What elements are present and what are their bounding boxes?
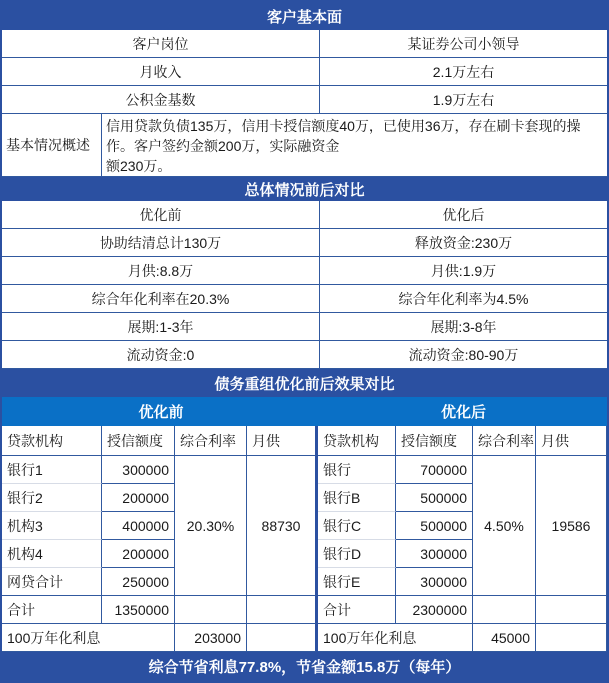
after-col-payment: 月供 <box>536 426 607 456</box>
after-row-name: 银行C <box>318 512 396 540</box>
after-row-amount: 300000 <box>396 540 473 568</box>
overall-row-3 <box>2 285 607 313</box>
before-row-amount: 200000 <box>102 540 175 568</box>
after-total-value: 2300000 <box>396 596 473 624</box>
after-row-name: 银行D <box>318 540 396 568</box>
overall-row-1 <box>2 229 607 257</box>
after-interest-value: 45000 <box>473 624 536 652</box>
after-col-credit: 授信额度 <box>396 426 473 456</box>
after-row-name: 银行 <box>318 456 396 484</box>
basic-row-position-value: 某证券公司小领导 <box>407 35 520 52</box>
basic-row-income <box>2 58 607 86</box>
basic-overview-line2: 额230万。 <box>106 158 172 174</box>
before-row-name: 机构3 <box>2 512 102 540</box>
before-col-credit: 授信额度 <box>102 426 175 456</box>
after-row-amount: 500000 <box>396 512 473 540</box>
after-total-rate-empty <box>473 596 536 624</box>
section-debt-header <box>2 369 607 397</box>
overall-after-monthly: 月供:1.9万 <box>430 262 497 279</box>
after-rate-merged: 4.50% <box>473 456 536 596</box>
section-overall-header <box>2 177 607 201</box>
overall-before-rate: 综合年化利率在20.3% <box>2 285 320 312</box>
debt-tables <box>2 426 607 652</box>
overall-before-monthly: 月供:8.8万 <box>2 257 320 284</box>
before-col-payment: 月供 <box>247 426 318 456</box>
basic-row-fund-label: 公积金基数 <box>2 86 320 113</box>
section-basic-title: 客户基本面 <box>266 8 342 26</box>
overall-after-liquid: 流动资金:80-90万 <box>408 346 519 363</box>
savings-summary-bar <box>2 652 607 681</box>
overall-row-4 <box>2 313 607 341</box>
before-row-name: 银行1 <box>2 456 102 484</box>
overall-after-rate: 综合年化利率为4.5% <box>398 290 529 307</box>
after-row-name: 银行E <box>318 568 396 596</box>
after-col-org: 贷款机构 <box>318 426 396 456</box>
before-interest-empty <box>247 624 318 652</box>
debt-subheader <box>2 397 607 426</box>
before-col-rate: 综合利率 <box>175 426 247 456</box>
before-total-value: 1350000 <box>102 596 175 624</box>
before-row-amount: 400000 <box>102 512 175 540</box>
before-total-label: 合计 <box>2 596 102 624</box>
after-payment-merged: 19586 <box>536 456 607 596</box>
before-interest-label: 100万年化利息 <box>2 624 175 652</box>
basic-overview-label: 基本情况概述 <box>2 114 102 176</box>
before-payment-merged: 88730 <box>247 456 318 596</box>
after-row-amount: 300000 <box>396 568 473 596</box>
basic-overview-row <box>2 114 607 177</box>
overall-row-0 <box>2 201 607 229</box>
before-row-name: 机构4 <box>2 540 102 568</box>
after-row-amount: 700000 <box>396 456 473 484</box>
overall-after-head: 优化后 <box>442 206 485 223</box>
overall-row-5 <box>2 341 607 369</box>
basic-row-position <box>2 30 607 58</box>
section-basic-header <box>2 2 607 30</box>
after-interest-label: 100万年化利息 <box>318 624 473 652</box>
before-total-rate-empty <box>175 596 247 624</box>
basic-overview-text <box>102 114 607 176</box>
after-col-rate: 综合利率 <box>473 426 536 456</box>
after-row-name: 银行B <box>318 484 396 512</box>
basic-row-income-value: 2.1万左右 <box>432 63 495 80</box>
overall-after-release: 释放资金:230万 <box>414 234 513 251</box>
section-overall-title: 总体情况前后对比 <box>244 181 365 199</box>
before-row-amount: 250000 <box>102 568 175 596</box>
basic-overview-line1: 信用贷款负债135万，信用卡授信额度40万，已使用36万，存在刷卡套现的操作。客户签约金额200万，实际融资金 <box>106 118 581 154</box>
overall-before-settle: 协助结清总计130万 <box>2 229 320 256</box>
overall-after-term: 展期:3-8年 <box>430 318 497 335</box>
basic-row-fund-value: 1.9万左右 <box>432 91 495 108</box>
after-total-payment-empty <box>536 596 607 624</box>
basic-row-fund <box>2 86 607 114</box>
overall-before-liquid: 流动资金:0 <box>2 341 320 368</box>
debt-after-label: 优化后 <box>440 404 486 421</box>
overall-before-head: 优化前 <box>2 201 320 228</box>
after-total-label: 合计 <box>318 596 396 624</box>
debt-before-label: 优化前 <box>138 404 184 421</box>
after-interest-empty <box>536 624 607 652</box>
before-interest-value: 203000 <box>175 624 247 652</box>
overall-row-2 <box>2 257 607 285</box>
basic-row-income-label: 月收入 <box>2 58 320 85</box>
before-row-name: 网贷合计 <box>2 568 102 596</box>
before-col-org: 贷款机构 <box>2 426 102 456</box>
section-debt-title: 债务重组优化前后效果对比 <box>214 375 395 393</box>
before-row-name: 银行2 <box>2 484 102 512</box>
basic-row-position-label: 客户岗位 <box>2 30 320 57</box>
before-row-amount: 200000 <box>102 484 175 512</box>
savings-summary-text: 综合节省利息77.8%，节省金额15.8万（每年） <box>148 659 461 676</box>
before-rate-merged: 20.30% <box>175 456 247 596</box>
overall-before-term: 展期:1-3年 <box>2 313 320 340</box>
before-total-payment-empty <box>247 596 318 624</box>
after-row-amount: 500000 <box>396 484 473 512</box>
before-row-amount: 300000 <box>102 456 175 484</box>
